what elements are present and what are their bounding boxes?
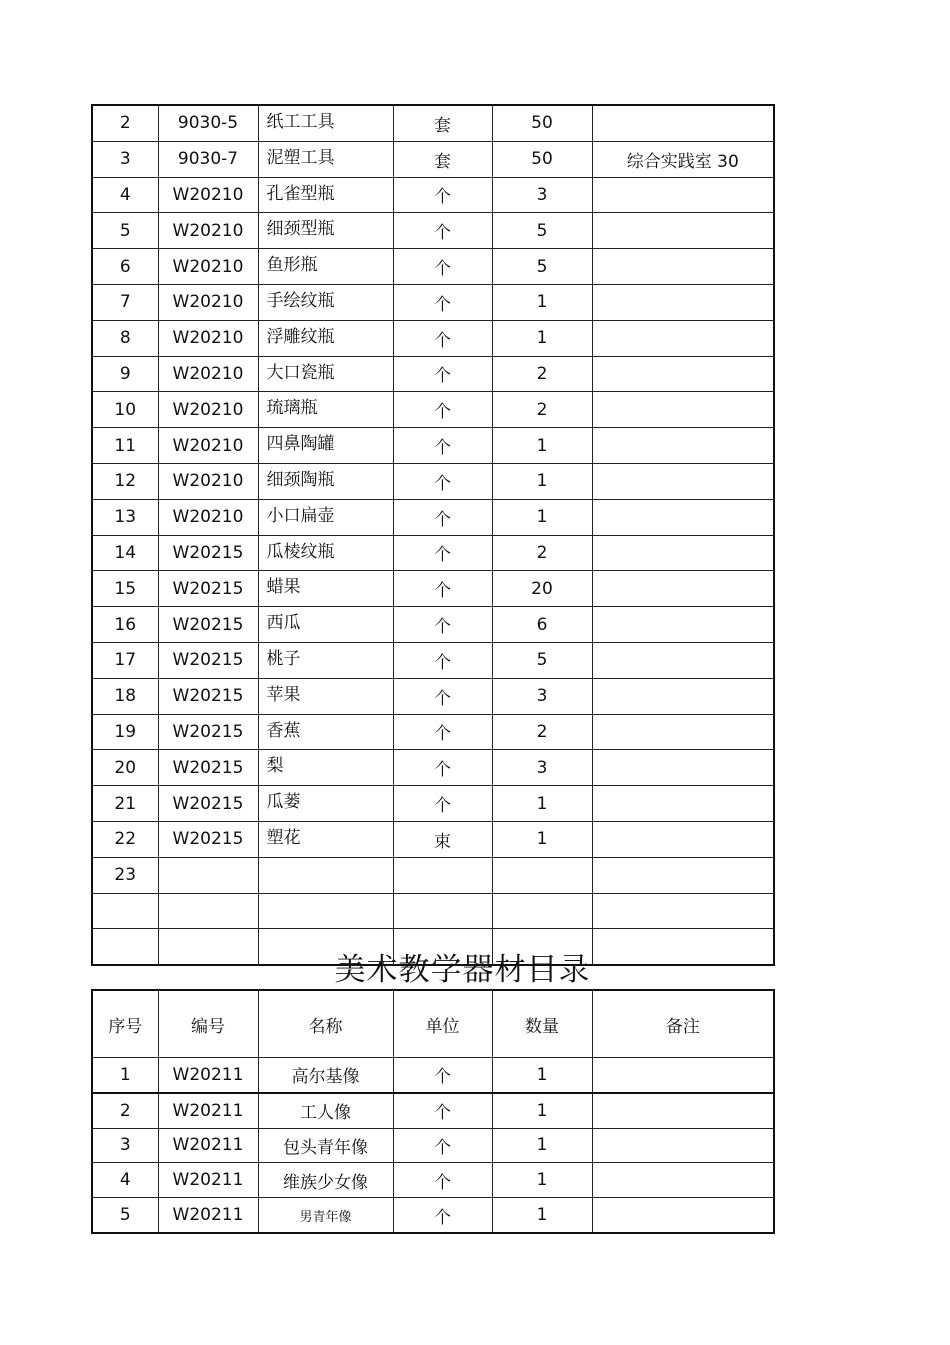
cell-qty: 50: [492, 105, 592, 141]
cell-name: 高尔基像: [258, 1058, 393, 1093]
header-qty: 数量: [492, 990, 592, 1058]
cell-remark: [592, 750, 774, 786]
cell-name: 浮雕纹瓶: [258, 320, 393, 356]
cell-remark: [592, 213, 774, 249]
cell-qty: 1: [492, 1163, 592, 1198]
cell-remark: [592, 1198, 774, 1233]
table-row: [92, 392, 774, 428]
cell-qty: 6: [492, 607, 592, 643]
cell-name: 细颈陶瓶: [258, 463, 393, 499]
cell-name: [258, 893, 393, 929]
table-row: [92, 678, 774, 714]
cell-code: W20215: [158, 821, 258, 857]
cell-unit: 个: [393, 1058, 492, 1093]
cell-remark: [592, 1128, 774, 1163]
cell-remark: [592, 356, 774, 392]
cell-no: [92, 893, 158, 929]
cell-qty: [492, 857, 592, 893]
cell-code: W20211: [158, 1058, 258, 1093]
cell-code: W20215: [158, 786, 258, 822]
cell-no: 9: [92, 356, 158, 392]
cell-remark: [592, 535, 774, 571]
cell-unit: 个: [393, 213, 492, 249]
cell-qty: 3: [492, 750, 592, 786]
cell-code: W20210: [158, 249, 258, 285]
cell-no: 5: [92, 1198, 158, 1233]
cell-no: 23: [92, 857, 158, 893]
cell-name: 维族少女像: [258, 1163, 393, 1198]
cell-name: 纸工工具: [258, 105, 393, 141]
equipment-table-continued: [91, 104, 775, 966]
cell-qty: 5: [492, 642, 592, 678]
cell-no: 2: [92, 105, 158, 141]
cell-no: 5: [92, 213, 158, 249]
cell-remark: [592, 463, 774, 499]
cell-remark: [592, 249, 774, 285]
table-row: [92, 714, 774, 750]
cell-code: W20215: [158, 714, 258, 750]
cell-name: 苹果: [258, 678, 393, 714]
cell-unit: 个: [393, 607, 492, 643]
cell-code: 9030-5: [158, 105, 258, 141]
cell-code: 9030-7: [158, 141, 258, 177]
cell-no: 6: [92, 249, 158, 285]
cell-name: 泥塑工具: [258, 141, 393, 177]
cell-unit: 个: [393, 177, 492, 213]
cell-remark: [592, 893, 774, 929]
cell-code: W20210: [158, 356, 258, 392]
cell-name: 香蕉: [258, 714, 393, 750]
cell-remark: [592, 642, 774, 678]
cell-unit: 个: [393, 678, 492, 714]
cell-no: 7: [92, 284, 158, 320]
cell-remark: [592, 607, 774, 643]
cell-unit: 个: [393, 1198, 492, 1233]
table-row: [92, 1058, 774, 1093]
cell-no: 22: [92, 821, 158, 857]
cell-remark: [592, 1093, 774, 1128]
cell-no: 15: [92, 571, 158, 607]
cell-remark: [592, 499, 774, 535]
cell-qty: 2: [492, 535, 592, 571]
cell-name: 细颈型瓶: [258, 213, 393, 249]
cell-name: 瓜蒌: [258, 786, 393, 822]
table-row: [92, 571, 774, 607]
cell-name: 瓜棱纹瓶: [258, 535, 393, 571]
cell-code: W20215: [158, 678, 258, 714]
cell-unit: 个: [393, 1163, 492, 1198]
cell-no: 12: [92, 463, 158, 499]
cell-remark: [592, 392, 774, 428]
cell-qty: 5: [492, 213, 592, 249]
table-row: [92, 535, 774, 571]
cell-unit: 个: [393, 535, 492, 571]
cell-remark: [592, 428, 774, 464]
cell-unit: 个: [393, 249, 492, 285]
cell-no: 18: [92, 678, 158, 714]
cell-name: 桃子: [258, 642, 393, 678]
cell-qty: 1: [492, 499, 592, 535]
cell-unit: 套: [393, 105, 492, 141]
table-row: [92, 1093, 774, 1128]
cell-qty: 1: [492, 821, 592, 857]
cell-no: 10: [92, 392, 158, 428]
cell-qty: 1: [492, 428, 592, 464]
cell-qty: 1: [492, 463, 592, 499]
cell-qty: 1: [492, 1128, 592, 1163]
cell-name: 鱼形瓶: [258, 249, 393, 285]
cell-no: 8: [92, 320, 158, 356]
cell-unit: 个: [393, 1128, 492, 1163]
table-row: [92, 284, 774, 320]
table-row: [92, 428, 774, 464]
cell-name: 西瓜: [258, 607, 393, 643]
cell-qty: 1: [492, 1058, 592, 1093]
cell-remark: [592, 571, 774, 607]
cell-name: 孔雀型瓶: [258, 177, 393, 213]
cell-qty: 1: [492, 786, 592, 822]
cell-unit: 个: [393, 1093, 492, 1128]
cell-unit: [393, 857, 492, 893]
cell-no: 2: [92, 1093, 158, 1128]
cell-name: 大口瓷瓶: [258, 356, 393, 392]
cell-code: [158, 857, 258, 893]
cell-unit: [393, 893, 492, 929]
cell-code: W20210: [158, 499, 258, 535]
table-row: [92, 213, 774, 249]
cell-unit: 个: [393, 750, 492, 786]
cell-qty: 3: [492, 678, 592, 714]
cell-no: 1: [92, 1058, 158, 1093]
cell-unit: 个: [393, 284, 492, 320]
cell-no: 11: [92, 428, 158, 464]
cell-qty: 2: [492, 392, 592, 428]
table-row: [92, 105, 774, 141]
table-row: [92, 857, 774, 893]
cell-name: [258, 857, 393, 893]
cell-no: 21: [92, 786, 158, 822]
table-row: [92, 1163, 774, 1198]
cell-qty: 1: [492, 320, 592, 356]
cell-unit: 个: [393, 642, 492, 678]
cell-code: W20210: [158, 177, 258, 213]
table-row: [92, 463, 774, 499]
art-equipment-table: [91, 989, 775, 1234]
cell-code: W20211: [158, 1093, 258, 1128]
cell-code: W20215: [158, 535, 258, 571]
cell-no: 4: [92, 177, 158, 213]
cell-unit: 套: [393, 141, 492, 177]
cell-name: 小口扁壶: [258, 499, 393, 535]
cell-qty: 2: [492, 714, 592, 750]
cell-remark: [592, 177, 774, 213]
cell-no: 13: [92, 499, 158, 535]
cell-qty: [492, 893, 592, 929]
cell-remark: [592, 1163, 774, 1198]
cell-remark: [592, 786, 774, 822]
cell-no: 17: [92, 642, 158, 678]
cell-no: 4: [92, 1163, 158, 1198]
cell-no: 3: [92, 1128, 158, 1163]
cell-name: 男青年像: [258, 1198, 393, 1233]
cell-remark: [592, 857, 774, 893]
cell-code: W20211: [158, 1198, 258, 1233]
cell-qty: 1: [492, 284, 592, 320]
cell-name: 塑花: [258, 821, 393, 857]
table-row: [92, 821, 774, 857]
cell-code: W20215: [158, 642, 258, 678]
cell-name: 手绘纹瓶: [258, 284, 393, 320]
cell-code: W20210: [158, 392, 258, 428]
cell-unit: 个: [393, 786, 492, 822]
header-no: 序号: [92, 990, 158, 1058]
cell-name: 琉璃瓶: [258, 392, 393, 428]
table-row: [92, 750, 774, 786]
cell-name: 梨: [258, 750, 393, 786]
cell-code: W20210: [158, 213, 258, 249]
header-unit: 单位: [393, 990, 492, 1058]
cell-no: 20: [92, 750, 158, 786]
cell-remark: [592, 678, 774, 714]
table-row: [92, 177, 774, 213]
cell-unit: 个: [393, 571, 492, 607]
cell-qty: 2: [492, 356, 592, 392]
cell-code: W20210: [158, 428, 258, 464]
table-row: [92, 320, 774, 356]
page-title: 美术教学器材目录: [334, 952, 591, 988]
cell-code: [158, 893, 258, 929]
cell-qty: 3: [492, 177, 592, 213]
table-row: [92, 1198, 774, 1233]
table-row: [92, 607, 774, 643]
table-row: [92, 249, 774, 285]
cell-code: W20215: [158, 607, 258, 643]
table-row: [92, 141, 774, 177]
cell-qty: 20: [492, 571, 592, 607]
cell-unit: 束: [393, 821, 492, 857]
cell-qty: 1: [492, 1093, 592, 1128]
cell-no: 16: [92, 607, 158, 643]
table-row: [92, 893, 774, 929]
cell-remark: 综合实践室 30: [592, 141, 774, 177]
cell-unit: 个: [393, 392, 492, 428]
cell-name: 工人像: [258, 1093, 393, 1128]
cell-remark: [592, 105, 774, 141]
cell-code: W20215: [158, 750, 258, 786]
cell-qty: 1: [492, 1198, 592, 1233]
cell-remark: [592, 714, 774, 750]
cell-no: 3: [92, 141, 158, 177]
cell-unit: 个: [393, 428, 492, 464]
cell-code: W20215: [158, 571, 258, 607]
cell-remark: [592, 320, 774, 356]
cell-remark: [592, 821, 774, 857]
table-row: [92, 786, 774, 822]
cell-code: W20211: [158, 1128, 258, 1163]
cell-remark: [592, 1058, 774, 1093]
cell-name: 四鼻陶罐: [258, 428, 393, 464]
header-remark: 备注: [592, 990, 774, 1058]
table-row: [92, 642, 774, 678]
cell-name: 蜡果: [258, 571, 393, 607]
header-code: 编号: [158, 990, 258, 1058]
cell-qty: 5: [492, 249, 592, 285]
cell-code: W20210: [158, 320, 258, 356]
table-header-row: [92, 990, 774, 1058]
cell-remark: [592, 284, 774, 320]
cell-unit: 个: [393, 356, 492, 392]
cell-name: 包头青年像: [258, 1128, 393, 1163]
table-row: [92, 356, 774, 392]
cell-no: 19: [92, 714, 158, 750]
cell-code: W20210: [158, 463, 258, 499]
cell-unit: 个: [393, 463, 492, 499]
table-row: [92, 499, 774, 535]
cell-unit: 个: [393, 714, 492, 750]
cell-unit: 个: [393, 320, 492, 356]
cell-code: W20211: [158, 1163, 258, 1198]
table-row: [92, 1128, 774, 1163]
cell-qty: 50: [492, 141, 592, 177]
header-name: 名称: [258, 990, 393, 1058]
cell-code: W20210: [158, 284, 258, 320]
cell-no: 14: [92, 535, 158, 571]
cell-unit: 个: [393, 499, 492, 535]
